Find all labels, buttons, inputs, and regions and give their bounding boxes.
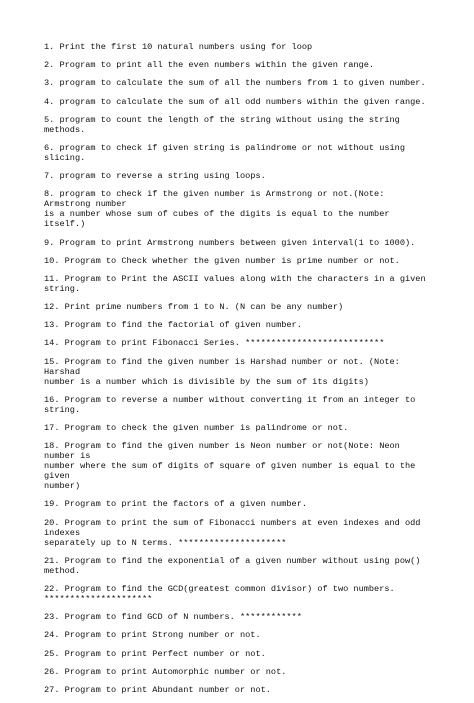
exercise-item-11: 11. Program to Print the ASCII values along with the characters in a given string. bbox=[44, 273, 431, 294]
exercise-item-10: 10. Program to Check whether the given number is prime number or not. bbox=[44, 255, 400, 266]
exercise-item-14: 14. Program to print Fibonacci Series. *************************** bbox=[44, 338, 385, 349]
exercise-item-13: 13. Program to find the factorial of given number. bbox=[44, 320, 302, 331]
exercise-item-23: 23. Program to find GCD of N numbers. ************ bbox=[44, 612, 302, 623]
exercise-item-26: 26. Program to print Automorphic number or not. bbox=[44, 666, 287, 677]
exercise-item-5: 5. program to count the length of the string without using the string methods. bbox=[44, 114, 406, 135]
exercise-list bbox=[44, 42, 434, 703]
exercise-item-22: 22. Program to find the GCD(greatest common divisor) of two numbers. ********************* bbox=[44, 583, 395, 604]
exercise-item-25: 25. Program to print Perfect number or not. bbox=[44, 648, 266, 659]
exercise-item-15: 15. Program to find the given number is Harshad number or not. (Note: Harshad number is a number which is divisible by the sum of its digits) bbox=[44, 356, 400, 387]
exercise-item-3: 3. program to calculate the sum of all the numbers from 1 to given number. bbox=[44, 78, 426, 89]
exercise-item-19: 19. Program to print the factors of a given number. bbox=[44, 499, 308, 510]
exercise-item-16: 16. Program to reverse a number without converting it from an integer to string. bbox=[44, 394, 421, 415]
exercise-item-18: 18. Program to find the given number is Neon number or not(Note: Neon number is number where the sum of digits of square of given number is equal to the given number) bbox=[44, 441, 416, 492]
exercise-item-6: 6. program to check if given string is palindrome or not without using slicing. bbox=[44, 142, 411, 163]
exercise-item-4: 4. program to calculate the sum of all odd numbers within the given range. bbox=[44, 96, 426, 107]
exercise-item-7: 7. program to reverse a string using loops. bbox=[44, 171, 266, 182]
exercise-item-27: 27. Program to print Abundant number or not. bbox=[44, 684, 271, 695]
exercise-item-9: 9. Program to print Armstrong numbers between given interval(1 to 1000). bbox=[44, 237, 416, 248]
exercise-item-17: 17. Program to check the given number is palindrome or not. bbox=[44, 423, 349, 433]
exercise-item-8: 8. program to check if the given number is Armstrong or not.(Note: Armstrong number is a number whose sum of cubes of the digits is equal to the number itself.) bbox=[44, 189, 390, 230]
exercise-item-24: 24. Program to print Strong number or not. bbox=[44, 630, 261, 641]
exercise-item-1: 1. Print the first 10 natural numbers using for loop bbox=[44, 42, 313, 52]
exercise-item-2: 2. Program to print all the even numbers within the given range. bbox=[44, 60, 375, 71]
exercise-item-21: 21. Program to find the exponential of a given number without using pow() method. bbox=[44, 555, 426, 576]
exercise-item-12: 12. Print prime numbers from 1 to N. (N can be any number) bbox=[44, 302, 344, 313]
exercise-item-20: 20. Program to print the sum of Fibonacci numbers at even indexes and odd indexes separately up to N terms. ********************* bbox=[44, 517, 421, 548]
